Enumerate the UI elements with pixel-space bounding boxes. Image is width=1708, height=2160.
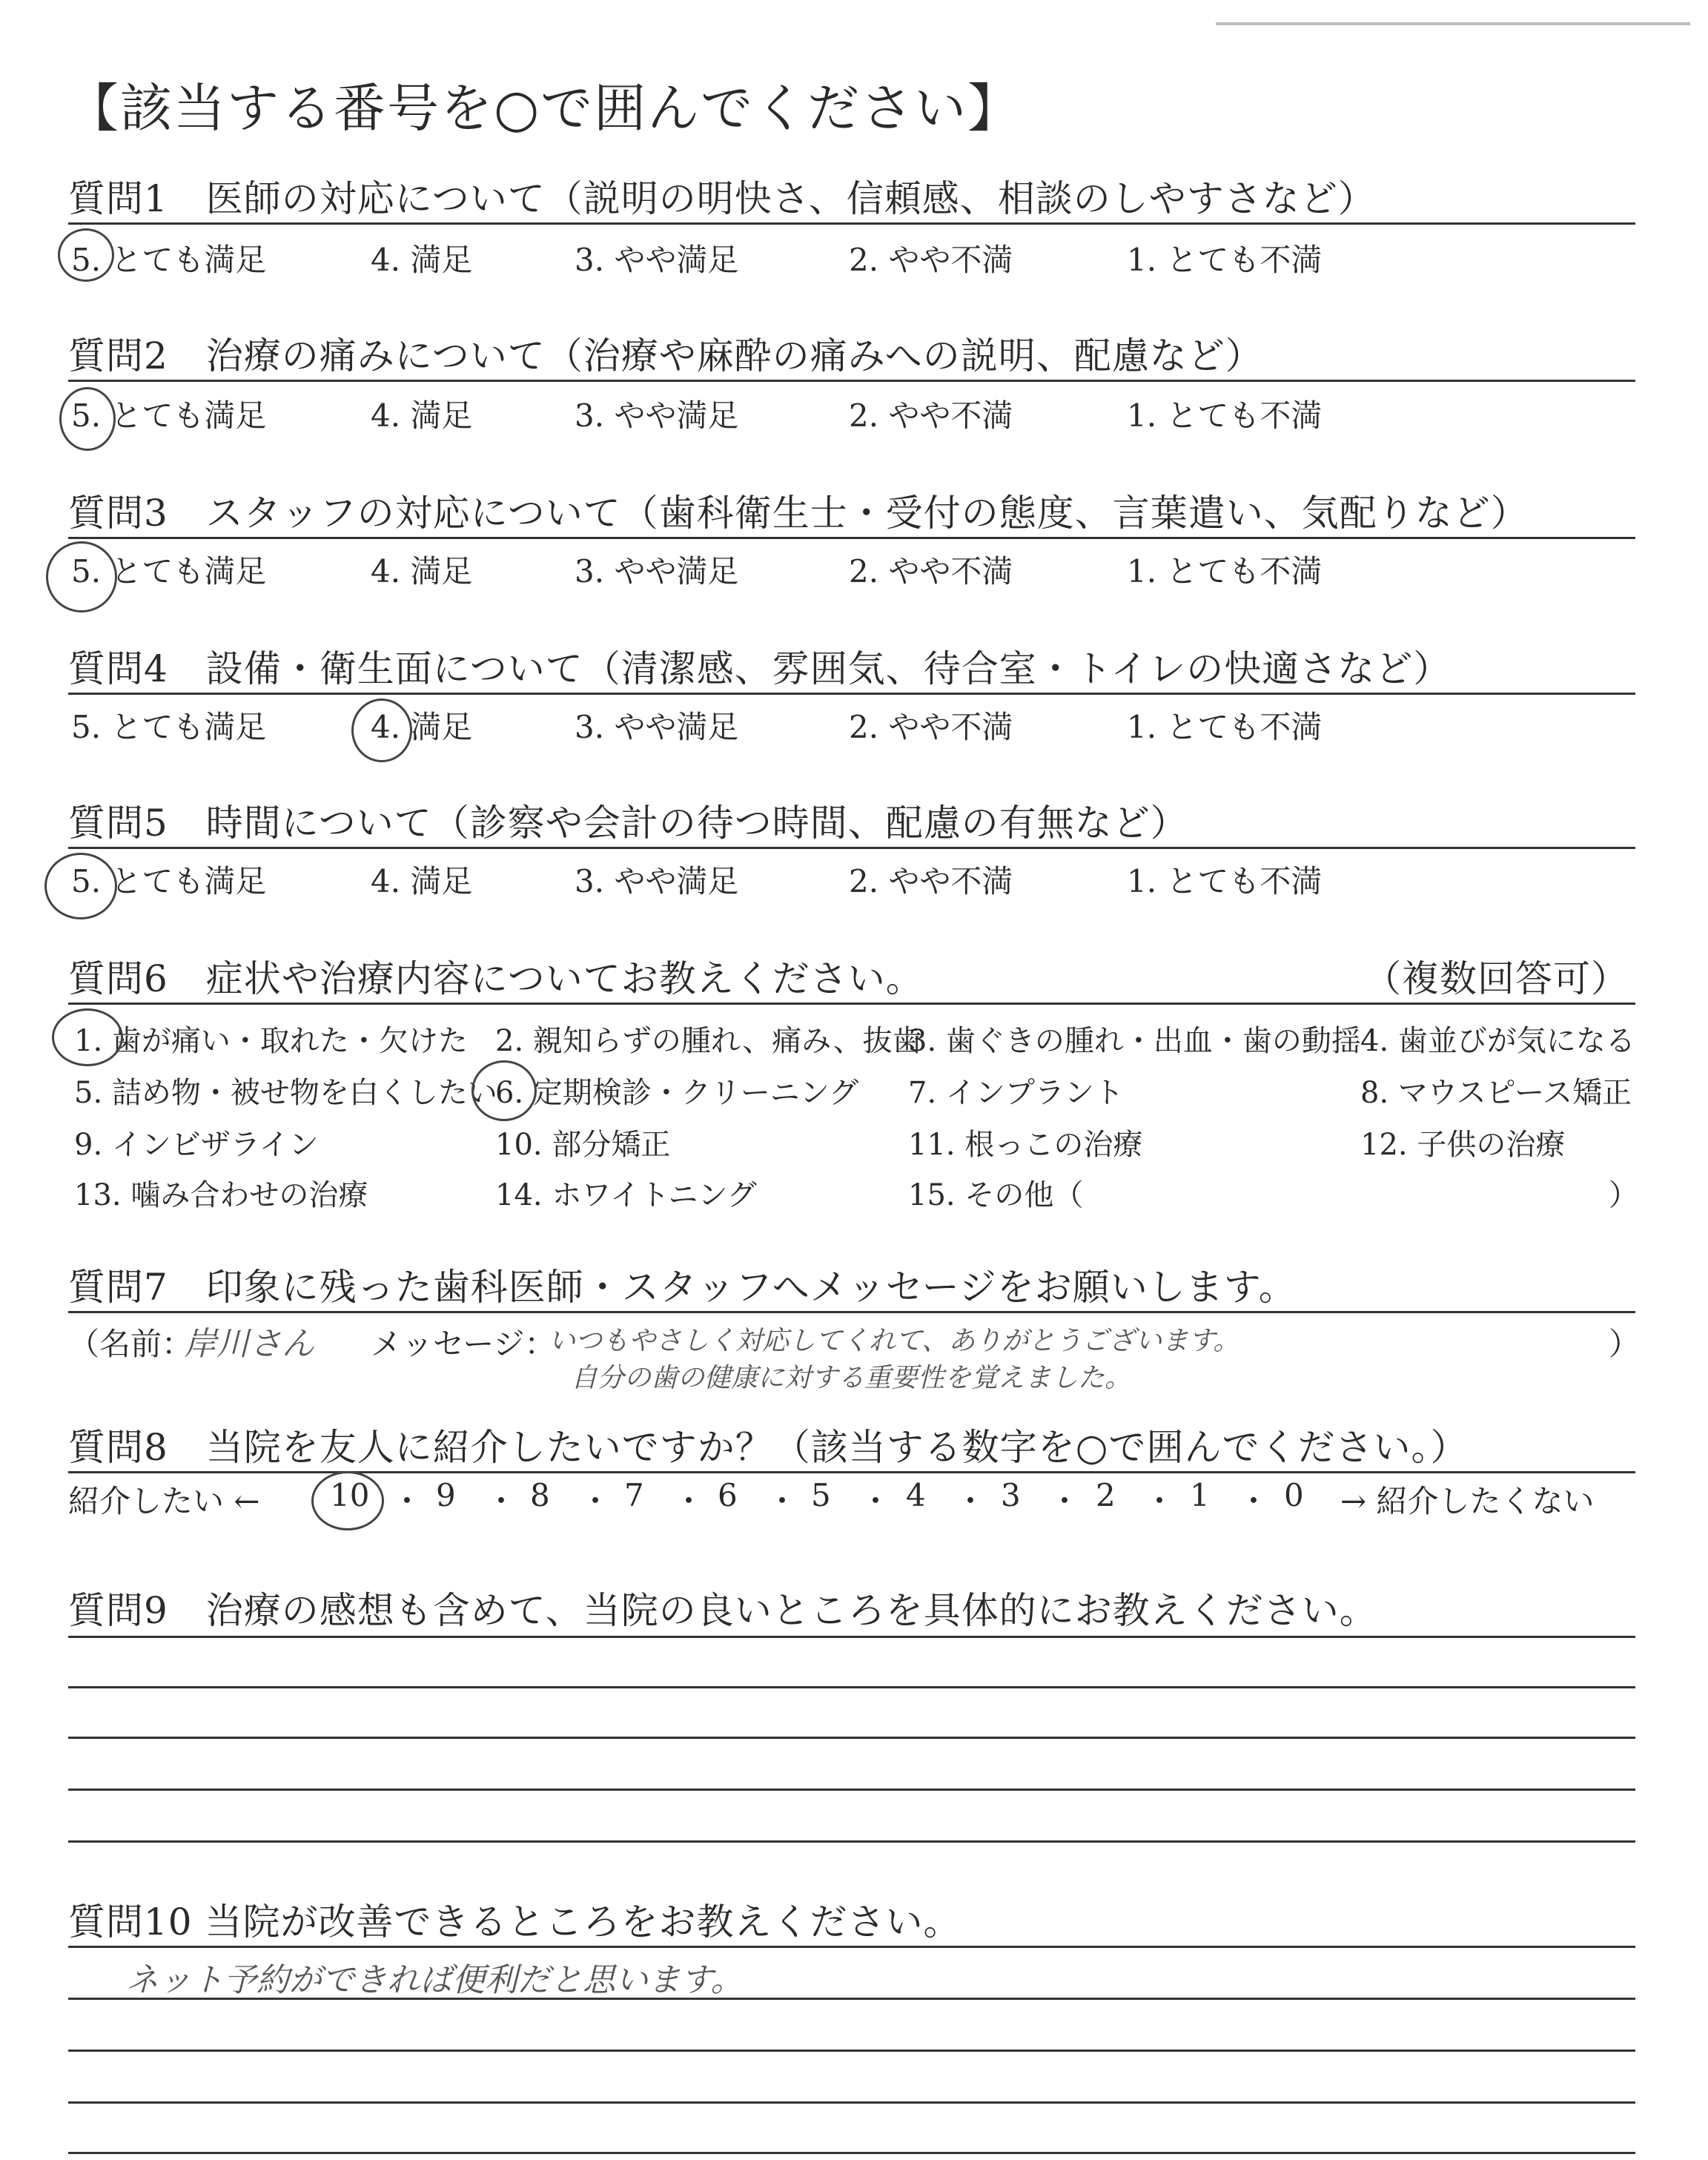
answer-line: [68, 2050, 1635, 2052]
selection-circle: [351, 698, 412, 762]
q8-scale-sep: ・: [391, 1483, 423, 1519]
q5-option-2[interactable]: 2. やや不満: [849, 863, 1013, 899]
q8-scale-sep: ・: [860, 1483, 892, 1519]
q6-option-1[interactable]: 1. 歯が痛い・取れた・欠けた: [74, 1024, 468, 1058]
divider: [68, 693, 1635, 695]
q8-scale-2[interactable]: 2: [1096, 1477, 1116, 1513]
q8-scale-sep: ・: [673, 1483, 705, 1519]
q3-option-4[interactable]: 4. 満足: [371, 553, 473, 589]
q2-option-4[interactable]: 4. 満足: [371, 397, 473, 434]
q8-scale-sep: ・: [955, 1483, 987, 1519]
q8-scale-5[interactable]: 5: [811, 1477, 831, 1513]
q3-option-1[interactable]: 1. とても不満: [1127, 553, 1323, 589]
answer-line: [68, 1636, 1635, 1638]
q10-answer[interactable]: ネット予約ができれば便利だと思います。: [126, 1961, 744, 1999]
page-title: 【該当する番号を○で囲んでください】: [67, 78, 1022, 139]
q6-option-10[interactable]: 10. 部分矯正: [495, 1128, 671, 1162]
divider: [68, 1311, 1635, 1313]
divider: [68, 380, 1635, 382]
q2-option-3[interactable]: 3. やや満足: [575, 397, 739, 434]
q8-scale-8[interactable]: 8: [530, 1477, 550, 1513]
q5-option-1[interactable]: 1. とても不満: [1127, 863, 1323, 899]
answer-line: [68, 1686, 1635, 1688]
q6-option-3[interactable]: 3. 歯ぐきの腫れ・出血・歯の動揺: [908, 1024, 1361, 1058]
q4-option-2[interactable]: 2. やや不満: [849, 709, 1013, 745]
divider: [68, 1471, 1635, 1473]
question-2-label: 質問2 治療の痛みについて（治療や麻酔の痛みへの説明、配慮など）: [68, 334, 1263, 377]
q6-option-12[interactable]: 12. 子供の治療: [1360, 1128, 1566, 1162]
q2-option-2[interactable]: 2. やや不満: [849, 397, 1013, 434]
q8-scale-sep: ・: [1049, 1483, 1081, 1519]
q3-option-2[interactable]: 2. やや不満: [849, 553, 1013, 589]
answer-line: [68, 1737, 1635, 1739]
answer-line: [68, 2101, 1635, 2104]
q7-message-line-1[interactable]: いつもやさしく対応してくれて、ありがとうございます。: [549, 1326, 1240, 1356]
selection-circle: [471, 1060, 537, 1121]
question-10-label: 質問10 当院が改善できるところをお教えください。: [68, 1900, 961, 1943]
q6-option-11[interactable]: 11. 根っこの治療: [908, 1128, 1143, 1162]
q1-option-3[interactable]: 3. やや満足: [575, 242, 739, 278]
q8-scale-10[interactable]: 10: [330, 1477, 370, 1513]
question-3-label: 質問3 スタッフの対応について（歯科衛生士・受付の態度、言葉遣い、気配りなど）: [68, 492, 1529, 535]
q7-message-line-2[interactable]: 自分の歯の健康に対する重要性を覚えました。: [571, 1363, 1132, 1393]
selection-circle: [46, 541, 117, 612]
q8-scale-sep: ・: [1144, 1483, 1176, 1519]
question-6-note: （複数回答可）: [1364, 957, 1629, 1000]
selection-circle: [311, 1471, 384, 1530]
divider: [68, 1003, 1635, 1005]
divider: [68, 222, 1635, 225]
q6-option-13[interactable]: 13. 噛み合わせの治療: [74, 1178, 368, 1212]
answer-line: [68, 1789, 1635, 1791]
q1-option-2[interactable]: 2. やや不満: [849, 242, 1013, 278]
question-9-label: 質問9 治療の感想も含めて、当院の良いところを具体的にお教えください。: [68, 1589, 1377, 1632]
q4-option-3[interactable]: 3. やや満足: [575, 709, 739, 745]
q2-option-1[interactable]: 1. とても不満: [1127, 397, 1323, 434]
q8-scale-4[interactable]: 4: [906, 1477, 926, 1513]
q1-option-1[interactable]: 1. とても不満: [1127, 242, 1323, 278]
q8-scale-sep: ・: [1238, 1483, 1270, 1519]
question-5-label: 質問5 時間について（診察や会計の待つ時間、配慮の有無など）: [68, 802, 1188, 845]
q8-left-label: 紹介したい ←: [68, 1483, 260, 1519]
q5-option-3[interactable]: 3. やや満足: [575, 863, 739, 899]
answer-line: [68, 2152, 1635, 2154]
q1-option-4[interactable]: 4. 満足: [371, 242, 473, 278]
q6-option-5[interactable]: 5. 詰め物・被せ物を白くしたい: [74, 1076, 497, 1110]
q7-message-label: メッセージ：: [371, 1326, 556, 1362]
q4-option-4[interactable]: 4. 満足: [371, 709, 473, 745]
q8-scale-sep: ・: [767, 1483, 798, 1519]
scan-edge-line: [1216, 22, 1690, 25]
divider: [68, 847, 1635, 849]
q6-option-8[interactable]: 8. マウスピース矯正: [1360, 1076, 1632, 1110]
question-6-label: 質問6 症状や治療内容についてお教えください。: [68, 957, 924, 1000]
selection-circle: [44, 853, 117, 919]
question-1-label: 質問1 医師の対応について（説明の明快さ、信頼感、相談のしやすさなど）: [68, 177, 1376, 220]
q5-option-4[interactable]: 4. 満足: [371, 863, 473, 899]
q6-option-14[interactable]: 14. ホワイトニング: [495, 1178, 757, 1212]
q3-option-3[interactable]: 3. やや満足: [575, 553, 739, 589]
answer-line: [68, 1840, 1635, 1843]
q1-option-5[interactable]: 5. とても満足: [71, 242, 267, 278]
q8-scale-7[interactable]: 7: [624, 1477, 644, 1513]
q6-other-close: ）: [1609, 1178, 1638, 1212]
answer-line: [68, 1946, 1635, 1948]
q8-scale-sep: ・: [580, 1483, 612, 1519]
q6-option-2[interactable]: 2. 親知らずの腫れ、痛み、抜歯: [495, 1024, 922, 1058]
selection-circle: [58, 228, 114, 282]
q6-option-9[interactable]: 9. インビザライン: [74, 1128, 319, 1162]
q4-option-5[interactable]: 5. とても満足: [71, 709, 267, 745]
answer-line: [68, 1998, 1635, 2000]
question-7-label: 質問7 印象に残った歯科医師・スタッフへメッセージをお願いします。: [68, 1266, 1297, 1309]
q7-name-label: （名前：: [68, 1326, 193, 1362]
q8-scale-0[interactable]: 0: [1284, 1477, 1304, 1513]
question-4-label: 質問4 設備・衛生面について（清潔感、雰囲気、待合室・トイレの快適さなど）: [68, 647, 1452, 690]
q8-right-label: → 紹介したくない: [1340, 1483, 1595, 1519]
selection-circle: [52, 1008, 123, 1066]
q2-option-5[interactable]: 5. とても満足: [71, 397, 267, 434]
q7-name-value[interactable]: 岸川さん: [184, 1325, 314, 1363]
q8-scale-1[interactable]: 1: [1190, 1477, 1210, 1513]
q5-option-5[interactable]: 5. とても満足: [71, 863, 267, 899]
q6-option-6[interactable]: 6. 定期検診・クリーニング: [495, 1076, 859, 1110]
q6-option-15[interactable]: 15. その他（: [908, 1178, 1084, 1212]
divider: [68, 537, 1635, 539]
q4-option-1[interactable]: 1. とても不満: [1127, 709, 1323, 745]
q8-scale-3[interactable]: 3: [1001, 1477, 1021, 1513]
q3-option-5[interactable]: 5. とても満足: [71, 553, 267, 589]
q7-close-paren: ）: [1609, 1326, 1641, 1362]
q8-scale-6[interactable]: 6: [718, 1477, 738, 1513]
selection-circle: [59, 387, 116, 451]
question-8-label: 質問8 当院を友人に紹介したいですか？（該当する数字を○で囲んでください。）: [68, 1426, 1469, 1469]
q6-option-4[interactable]: 4. 歯並びが気になる: [1360, 1024, 1635, 1058]
q8-scale-9[interactable]: 9: [436, 1477, 456, 1513]
q6-option-7[interactable]: 7. インプラント: [908, 1076, 1124, 1110]
q8-scale-sep: ・: [486, 1483, 517, 1519]
